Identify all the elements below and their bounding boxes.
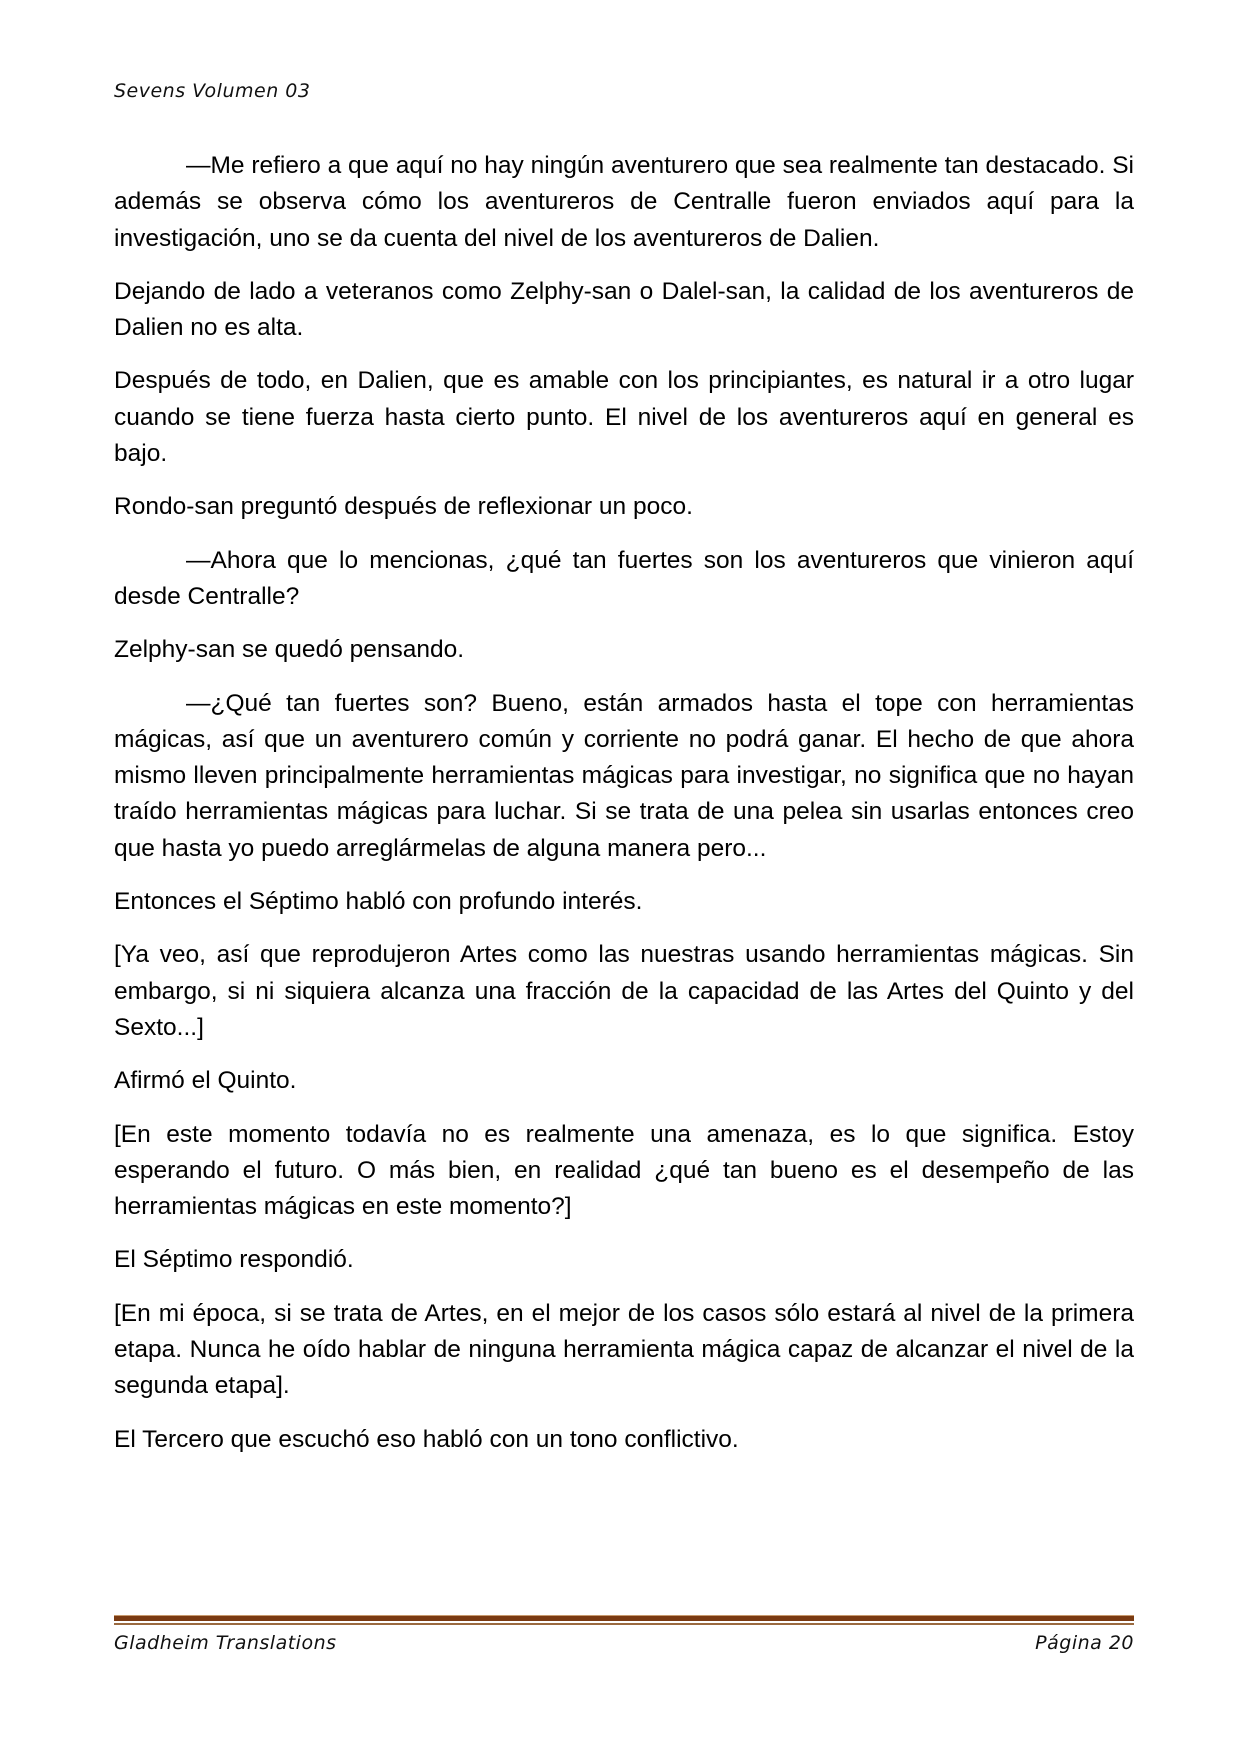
paragraph: [En mi época, si se trata de Artes, en el mejor de los casos sólo estará al nivel de la primera etapa. Nunca he oído hablar de ninguna herramienta mágica capaz de alcanzar el nivel de la segunda etapa]. <box>114 1299 1134 1400</box>
paragraph: Rondo-san preguntó después de reflexionar un poco. <box>114 493 693 521</box>
page-number: Página 20 <box>1035 1632 1134 1654</box>
footer-publisher: Gladheim Translations <box>114 1632 337 1654</box>
paragraph: Dejando de lado a veteranos como Zelphy-san o Dalel-san, la calidad de los aventureros de Dalien no es alta. <box>114 277 1134 342</box>
footer-rule-thin <box>114 1623 1134 1625</box>
paragraph: [Ya veo, así que reprodujeron Artes como las nuestras usando herramientas mágicas. Sin embargo, si ni siquiera alcanza una fracción de la capacidad de las Artes del Quinto y del Sexto...] <box>114 941 1134 1041</box>
paragraph: Zelphy-san se quedó pensando. <box>114 636 465 664</box>
paragraph: El Séptimo respondió. <box>114 1246 354 1274</box>
paragraph: [En este momento todavía no es realmente una amenaza, es lo que significa. Estoy esperando el futuro. O más bien, en realidad ¿qué tan bueno es el desempeño de las herramientas mágicas en este momento?] <box>114 1120 1134 1221</box>
running-header: Sevens Volumen 03 <box>114 80 311 102</box>
paragraph: El Tercero que escuchó eso habló con un tono conflictivo. <box>114 1425 739 1453</box>
paragraph: Entonces el Séptimo habló con profundo interés. <box>114 888 643 916</box>
paragraph: —¿Qué tan fuertes son? Bueno, están armados hasta el tope con herramientas mágicas, así que un aventurero común y corriente no podrá ganar. El hecho de que ahora mismo lleven principalmente herramientas mágicas para investigar, no significa que no hayan traído herramientas mágicas para luchar. Si se trata de una pelea sin usarlas entonces creo que hasta yo puedo arreglármelas de alguna manera pero... <box>114 689 1134 862</box>
paragraph: —Ahora que lo mencionas, ¿qué tan fuertes son los aventureros que vinieron aquí desde Centralle? <box>114 546 1134 610</box>
paragraph: Afirmó el Quinto. <box>114 1067 297 1095</box>
paragraph: —Me refiero a que aquí no hay ningún aventurero que sea realmente tan destacado. Si además se observa cómo los aventureros de Centralle fueron enviados aquí para la investigación, uno se da cuenta del nivel de los aventureros de Dalien. <box>114 152 1134 252</box>
footer-rule <box>114 1615 1134 1625</box>
footer-rule-thick <box>114 1615 1134 1621</box>
paragraph: Después de todo, en Dalien, que es amable con los principiantes, es natural ir a otro lugar cuando se tiene fuerza hasta cierto punto. El nivel de los aventureros aquí en general es bajo. <box>114 367 1134 468</box>
page-body <box>114 148 1134 1475</box>
